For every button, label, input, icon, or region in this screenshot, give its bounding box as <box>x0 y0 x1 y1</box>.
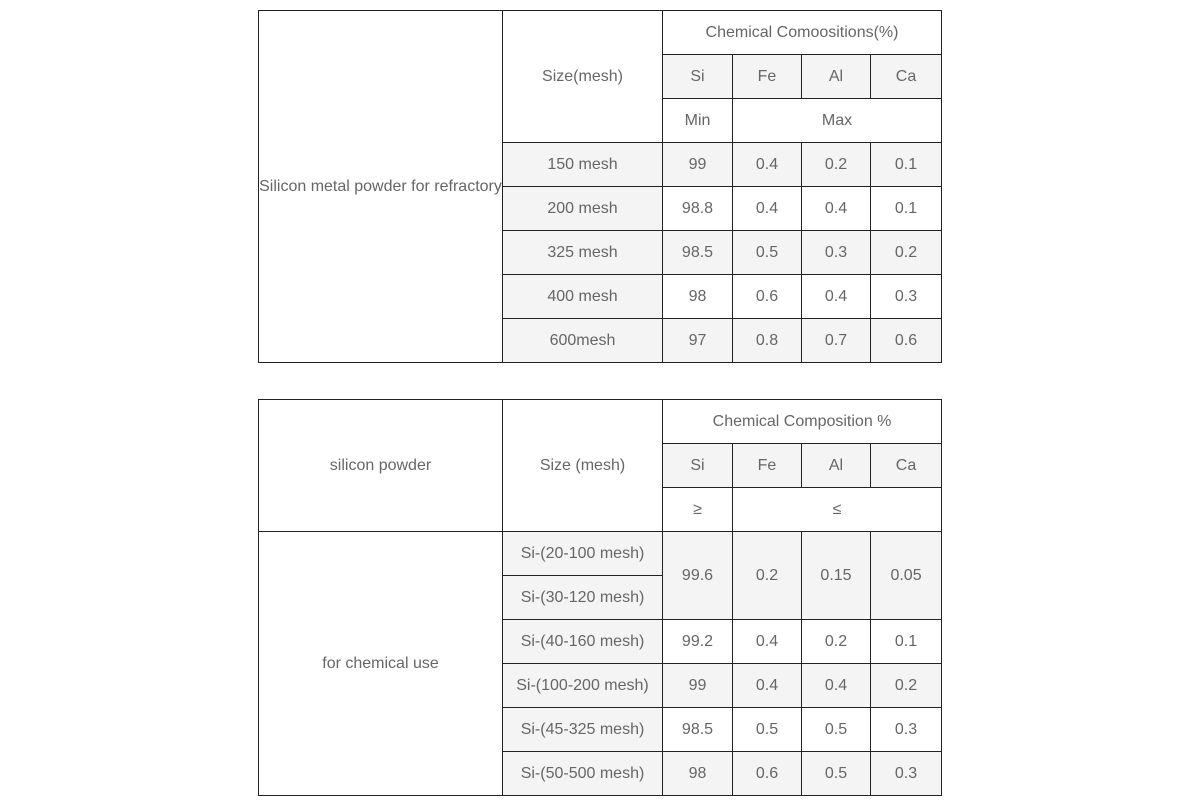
size-cell: Si-(45-325 mesh) <box>503 708 663 752</box>
size-header: Size (mesh) <box>503 400 663 532</box>
ca-value: 0.1 <box>871 143 942 187</box>
product-name-cell: Silicon metal powder for refractory <box>259 11 503 363</box>
limit-max-label: ≤ <box>733 488 942 532</box>
fe-value: 0.6 <box>733 752 802 796</box>
al-value: 0.2 <box>802 143 871 187</box>
fe-value: 0.4 <box>733 620 802 664</box>
size-cell: Si-(30-120 mesh) <box>503 576 663 620</box>
ca-value: 0.1 <box>871 187 942 231</box>
refractory-powder-spec-table <box>258 10 942 363</box>
fe-value: 0.2 <box>733 532 802 620</box>
si-value: 99.2 <box>663 620 733 664</box>
element-fe-header: Fe <box>733 444 802 488</box>
ca-value: 0.2 <box>871 231 942 275</box>
element-si-header: Si <box>663 55 733 99</box>
al-value: 0.4 <box>802 187 871 231</box>
size-cell: 600mesh <box>503 319 663 363</box>
size-cell: Si-(20-100 mesh) <box>503 532 663 576</box>
si-value: 99 <box>663 143 733 187</box>
table-row <box>259 532 942 576</box>
al-value: 0.2 <box>802 620 871 664</box>
element-fe-header: Fe <box>733 55 802 99</box>
ca-value: 0.05 <box>871 532 942 620</box>
limit-min-label: ≥ <box>663 488 733 532</box>
limit-min-label: Min <box>663 99 733 143</box>
size-cell: Si-(100-200 mesh) <box>503 664 663 708</box>
al-value: 0.4 <box>802 275 871 319</box>
al-value: 0.7 <box>802 319 871 363</box>
element-si-header: Si <box>663 444 733 488</box>
element-al-header: Al <box>802 55 871 99</box>
fe-value: 0.6 <box>733 275 802 319</box>
element-ca-header: Ca <box>871 55 942 99</box>
size-cell: 150 mesh <box>503 143 663 187</box>
si-value: 97 <box>663 319 733 363</box>
al-value: 0.5 <box>802 752 871 796</box>
size-cell: 400 mesh <box>503 275 663 319</box>
ca-value: 0.2 <box>871 664 942 708</box>
product-name-cell: silicon powder <box>259 400 503 532</box>
limit-max-label: Max <box>733 99 942 143</box>
size-cell: 325 mesh <box>503 231 663 275</box>
ca-value: 0.3 <box>871 708 942 752</box>
size-cell: 200 mesh <box>503 187 663 231</box>
al-value: 0.15 <box>802 532 871 620</box>
element-al-header: Al <box>802 444 871 488</box>
ca-value: 0.6 <box>871 319 942 363</box>
ca-value: 0.3 <box>871 275 942 319</box>
fe-value: 0.4 <box>733 664 802 708</box>
al-value: 0.4 <box>802 664 871 708</box>
composition-header: Chemical Comoositions(%) <box>663 11 942 55</box>
ca-value: 0.1 <box>871 620 942 664</box>
ca-value: 0.3 <box>871 752 942 796</box>
size-cell: Si-(40-160 mesh) <box>503 620 663 664</box>
al-value: 0.3 <box>802 231 871 275</box>
fe-value: 0.4 <box>733 187 802 231</box>
si-value: 98.5 <box>663 708 733 752</box>
fe-value: 0.5 <box>733 231 802 275</box>
fe-value: 0.5 <box>733 708 802 752</box>
si-value: 98.5 <box>663 231 733 275</box>
composition-header: Chemical Composition % <box>663 400 942 444</box>
si-value: 98.8 <box>663 187 733 231</box>
al-value: 0.5 <box>802 708 871 752</box>
chemical-powder-spec-table <box>258 399 942 796</box>
si-value: 98 <box>663 275 733 319</box>
size-header: Size(mesh) <box>503 11 663 143</box>
element-ca-header: Ca <box>871 444 942 488</box>
si-value: 99.6 <box>663 532 733 620</box>
si-value: 98 <box>663 752 733 796</box>
size-cell: Si-(50-500 mesh) <box>503 752 663 796</box>
usage-cell: for chemical use <box>259 532 503 796</box>
si-value: 99 <box>663 664 733 708</box>
fe-value: 0.8 <box>733 319 802 363</box>
fe-value: 0.4 <box>733 143 802 187</box>
